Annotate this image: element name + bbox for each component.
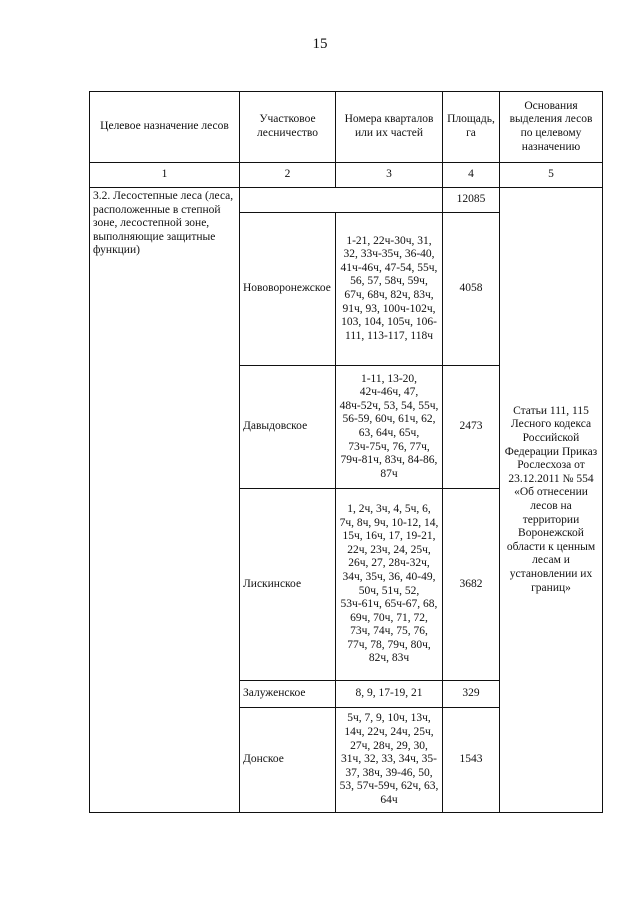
legal-basis-cell: Статьи 111, 115 Лесного кодекса Российской Федерации Приказ Рослесхоза от 23.12.2011 № 554 «Об отнесении лесов на территории Воронежской области к ценным лесам и установлении их границ» [500,188,603,813]
header-district: Участковое лесничество [240,92,336,163]
quarter-numbers: 5ч, 7, 9, 10ч, 13ч, 14ч, 22ч, 24ч, 25ч, 27ч, 28ч, 29, 30, 31ч, 32, 33, 34ч, 35-37, 38ч, 39-46, 50, 53, 57ч-59ч, 62ч, 63, 64ч [336,708,443,813]
area-value: 4058 [443,213,500,366]
page-number: 15 [312,36,328,52]
forest-purpose-table [89,91,603,813]
header-basis: Основания выделения лесов по целевому назначению [500,92,603,163]
quarter-numbers: 1-11, 13-20, 42ч-46ч, 47, 48ч-52ч, 53, 54, 55ч, 56-59, 60ч, 61ч, 62, 63, 64ч, 65ч, 73ч-75ч, 76, 77ч, 79ч-81ч, 83ч, 84-86, 87ч [336,366,443,489]
quarter-numbers: 1-21, 22ч-30ч, 31, 32, 33ч-35ч, 36-40, 41ч-46ч, 47-54, 55ч, 56, 57, 58ч, 59ч, 67ч, 68ч, 82ч, 83ч, 91ч, 93, 100ч-102ч, 103, 104, 105ч, 106-111, 113-117, 118ч [336,213,443,366]
header-quarters: Номера кварталов или их частей [336,92,443,163]
column-number: 5 [500,163,603,188]
quarter-numbers: 8, 9, 17-19, 21 [336,681,443,708]
area-value: 3682 [443,489,500,681]
area-value: 2473 [443,366,500,489]
district-name: Нововоронежское [240,213,336,366]
district-name: Донское [240,708,336,813]
district-name: Залуженское [240,681,336,708]
column-number: 2 [240,163,336,188]
table-header-row [90,92,603,163]
quarter-numbers: 1, 2ч, 3ч, 4, 5ч, 6, 7ч, 8ч, 9ч, 10-12, 14, 15ч, 16ч, 17, 19-21, 22ч, 23ч, 24, 25ч, 26ч, 27, 28ч-32ч, 34ч, 35ч, 36, 40-49, 50ч, 51ч, 52, 53ч-61ч, 65ч-67, 68, 69ч, 70ч, 71, 72, 73ч, 74ч, 75, 76, 77ч, 78, 79ч, 80ч, 82ч, 83ч [336,489,443,681]
forest-purpose-cell: 3.2. Лесостепные леса (леса, расположенные в степной зоне, лесостепной зоне, выполняющие защитные функции) [90,188,240,813]
header-purpose: Целевое назначение лесов [90,92,240,163]
total-area: 12085 [443,188,500,213]
district-name: Лискинское [240,489,336,681]
column-number: 3 [336,163,443,188]
total-row [90,188,603,213]
column-number: 1 [90,163,240,188]
column-number-row [90,163,603,188]
area-value: 1543 [443,708,500,813]
header-area: Площадь, га [443,92,500,163]
area-value: 329 [443,681,500,708]
column-number: 4 [443,163,500,188]
district-name: Давыдовское [240,366,336,489]
total-label-cell [240,188,443,213]
